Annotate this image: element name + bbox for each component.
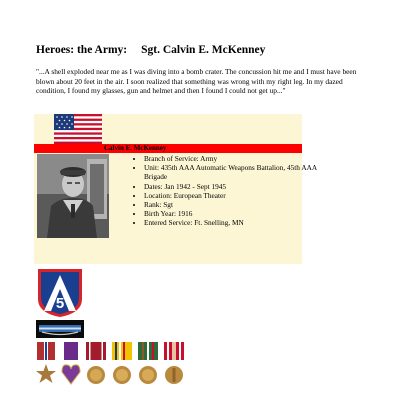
medal-row (36, 342, 192, 392)
patch-number: 5 (55, 295, 65, 312)
page-title-prefix: Heroes: the Army: (36, 44, 128, 56)
fact-birth-year: • Birth Year: 1916 (144, 209, 322, 218)
european-campaign-medal-icon (138, 342, 158, 384)
quote-text: "...A shell exploded near me as I was diving into a bomb crater. The concussion hit me and I must have been blown about 20 feet in the air. I soon realized that something was wrong with my right leg. In my dazed condition, I found my glasses, gun and helmet and then I found I could not get up..." (36, 67, 357, 96)
american-defense-medal-icon (112, 342, 132, 384)
fact-rank: • Rank: Sgt (144, 200, 322, 209)
page-title-name: Sgt. Calvin E. McKenney (141, 44, 266, 56)
soldier-photo (37, 154, 109, 238)
bronze-star-medal-icon (36, 342, 56, 383)
victory-medal-icon (164, 342, 184, 384)
combat-infantryman-badge-icon (36, 320, 84, 338)
fact-unit: • Unit: 435th AAA Automatic Weapons Battalion, 45th AAA Brigade (144, 163, 322, 181)
fact-dates: • Dates: Jan 1942 - Sept 1945 (144, 182, 322, 191)
service-facts-list (124, 154, 322, 228)
page-title (36, 44, 265, 56)
fact-entered-service: • Entered Service: Ft. Snelling, MN (144, 218, 322, 227)
fact-branch: • Branch of Service: Army (144, 154, 322, 163)
fifth-army-patch-icon (36, 267, 84, 319)
purple-heart-medal-icon (62, 342, 80, 384)
fact-location: • Location: European Theater (144, 191, 322, 200)
good-conduct-medal-icon (86, 342, 106, 384)
name-bar (34, 144, 302, 153)
profile-card (34, 114, 317, 264)
us-flag-icon (54, 114, 102, 144)
soldier-name: Calvin E. McKenney (104, 144, 167, 152)
